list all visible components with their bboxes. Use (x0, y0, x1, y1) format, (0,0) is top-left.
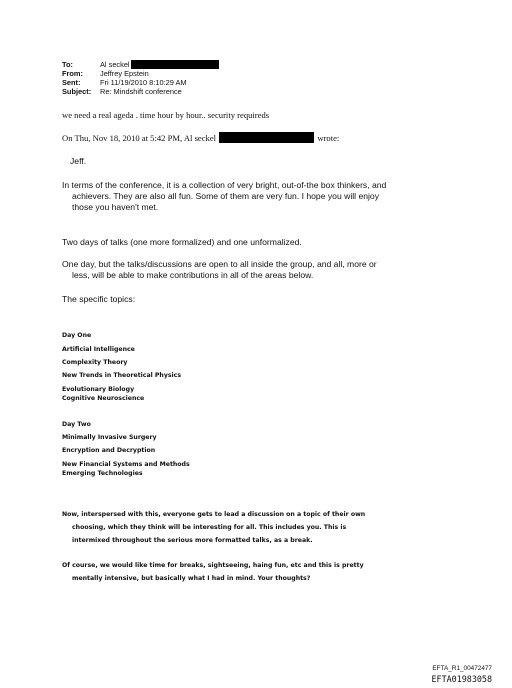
topic-item: Cognitive Neuroscience (62, 395, 145, 402)
paragraph-3-line: less, will be able to make contributions in all of the areas below. (72, 270, 314, 280)
quote-intro-prefix: On Thu, Nov 18, 2010 at 5:42 PM, Al seckel (62, 133, 217, 143)
from-value: Jeffrey Epstein (100, 69, 149, 78)
paragraph-6-line: Of course, we would like time for breaks, sightseeing, haing fun, etc and this is pretty (62, 562, 364, 569)
paragraph-4: The specific topics: (62, 294, 136, 304)
sent-label: Sent: (62, 78, 81, 87)
sent-value: Fri 11/19/2010 8:10:29 AM (100, 78, 187, 87)
topic-item: New Financial Systems and Methods (62, 461, 190, 468)
reply-text: we need a real ageda . time hour by hour.. security requireds (62, 110, 270, 120)
paragraph-1-line: those you haven't met. (72, 202, 159, 212)
paragraph-5-line: choosing, which they think will be interesting for all. This includes you. This is (72, 524, 347, 531)
paragraph-3 (62, 259, 377, 281)
quote-intro (62, 132, 339, 143)
topic-item: Evolutionary Biology (62, 386, 135, 393)
topic-item: Encryption and Decryption (62, 447, 156, 454)
paragraph-1-line: achievers. They are also all fun. Some of them are very fun. I hope you will enjoy (72, 191, 379, 201)
to-value (100, 60, 219, 69)
redaction-box (131, 60, 219, 69)
quote-intro-suffix: wrote: (317, 133, 340, 143)
topic-item: New Trends in Theoretical Physics (62, 372, 182, 379)
subject-value: Re: Mindshift conference (100, 87, 182, 96)
bates-number-small: EFTA_R1_00472477 (432, 665, 492, 672)
topic-item: Emerging Technologies (62, 470, 143, 477)
paragraph-1-line: In terms of the conference, it is a collection of very bright, out-of-the box thinkers, and (62, 180, 387, 190)
paragraph-6-line: mentally intensive, but basically what I had in mind. Your thoughts? (72, 575, 311, 582)
from-label: From: (62, 69, 83, 78)
paragraph-2: Two days of talks (one more formalized) and one unformalized. (62, 237, 302, 247)
greeting: Jeff. (70, 156, 87, 166)
paragraph-5 (62, 508, 365, 547)
to-name: Al seckel (100, 60, 130, 69)
day-one-title: Day One (62, 332, 92, 339)
to-label: To: (62, 60, 73, 69)
redaction-box (219, 132, 314, 143)
paragraph-3-line: One day, but the talks/discussions are open to all inside the group, and all, more or (62, 259, 377, 269)
day-two-title: Day Two (62, 421, 91, 428)
subject-label: Subject: (62, 87, 92, 96)
email-header (62, 60, 219, 96)
paragraph-1 (62, 180, 386, 213)
paragraph-6 (62, 559, 364, 585)
topic-item: Artificial Intelligence (62, 346, 135, 353)
topic-item: Minimally Invasive Surgery (62, 434, 157, 441)
paragraph-5-line: Now, interspersed with this, everyone gets to lead a discussion on a topic of their own (62, 511, 366, 518)
paragraph-5-line: intermixed throughout the serious more formatted talks, as a break. (72, 537, 313, 544)
bates-number: EFTA01983058 (431, 674, 492, 684)
topic-item: Complexity Theory (62, 359, 128, 366)
